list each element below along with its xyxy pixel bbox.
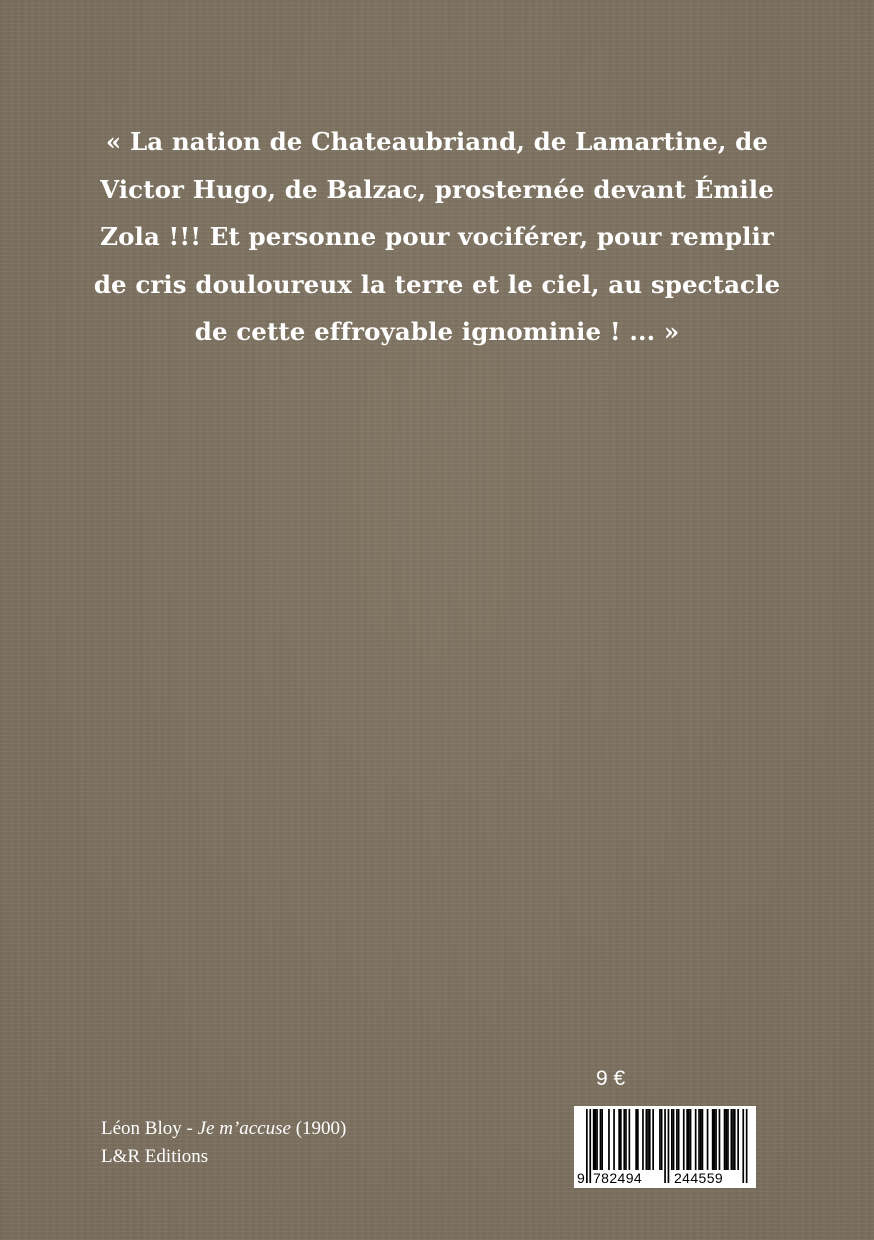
barcode-bar [719, 1109, 721, 1170]
barcode-bar [702, 1109, 704, 1170]
barcode-bar [732, 1109, 734, 1170]
barcode-bar [678, 1109, 680, 1170]
barcode-bar [659, 1109, 661, 1170]
barcode-bar [683, 1109, 685, 1170]
barcode-bar [727, 1109, 729, 1170]
quote-line: Zola !!! Et personne pour vociférer, pour remplir [100, 222, 774, 251]
credits-block [101, 1115, 346, 1171]
barcode-bar [707, 1109, 709, 1170]
barcode-bar [625, 1109, 627, 1170]
quote-line: « La nation de Chateaubriand, de Lamartine, de [105, 127, 769, 156]
barcode-bar [652, 1109, 654, 1170]
barcode-bar [676, 1109, 678, 1170]
barcode-bar [623, 1109, 625, 1170]
barcode-bar [620, 1109, 622, 1170]
barcode-bar [715, 1109, 717, 1170]
barcode-bar [686, 1109, 688, 1170]
publication-year: (1900) [290, 1118, 347, 1139]
publisher-name: L&R Editions [101, 1146, 209, 1167]
barcode-right-digits: 244559 [674, 1170, 724, 1186]
barcode-bar [642, 1109, 644, 1170]
barcode-bar [673, 1109, 675, 1170]
barcode-bar [618, 1109, 620, 1170]
back-cover-quote [90, 118, 784, 356]
quote-line: de cette effroyable ignominie ! ... » [194, 317, 680, 346]
barcode-bar [649, 1109, 651, 1170]
quote-line: de cris douloureux la terre et le ciel, au spectacle [93, 269, 781, 299]
barcode-bar [647, 1109, 649, 1170]
price-label: 9 € [596, 1067, 626, 1090]
barcode-bar [725, 1109, 727, 1170]
barcode-left-digits: 782494 [593, 1170, 643, 1186]
barcode-bar [700, 1109, 702, 1170]
barcode-bar [637, 1109, 639, 1170]
barcode-bar [671, 1109, 673, 1170]
barcode-first-digit: 9 [577, 1170, 586, 1186]
isbn-barcode [574, 1106, 756, 1188]
barcode-digits [574, 1168, 756, 1188]
barcode-bar [661, 1109, 663, 1170]
quote-line: Victor Hugo, de Balzac, prosternée devant Émile [100, 174, 774, 204]
barcode-bar [608, 1109, 610, 1170]
author-title-line [101, 1115, 346, 1143]
barcode-bar [724, 1109, 726, 1170]
barcode-bar [695, 1109, 697, 1170]
barcode-bar [600, 1109, 602, 1170]
barcode-bar [596, 1109, 598, 1170]
barcode-bar [635, 1109, 637, 1170]
barcode-bar [731, 1109, 733, 1170]
barcode-bar [646, 1109, 648, 1170]
barcode-bar [595, 1109, 597, 1170]
barcode-bar [688, 1109, 690, 1170]
barcode-bar [593, 1109, 595, 1170]
barcode-bar [629, 1109, 631, 1170]
author-name: Léon Bloy - [101, 1118, 198, 1139]
book-title: Je m’accuse [197, 1118, 291, 1139]
barcode-bar [601, 1109, 603, 1170]
barcode-bar [734, 1109, 736, 1170]
barcode-bar [690, 1109, 692, 1170]
barcode-bar [712, 1109, 714, 1170]
barcode-bar [737, 1109, 739, 1170]
barcode-bar [613, 1109, 615, 1170]
barcode-bar [698, 1109, 700, 1170]
barcode-bar [714, 1109, 716, 1170]
